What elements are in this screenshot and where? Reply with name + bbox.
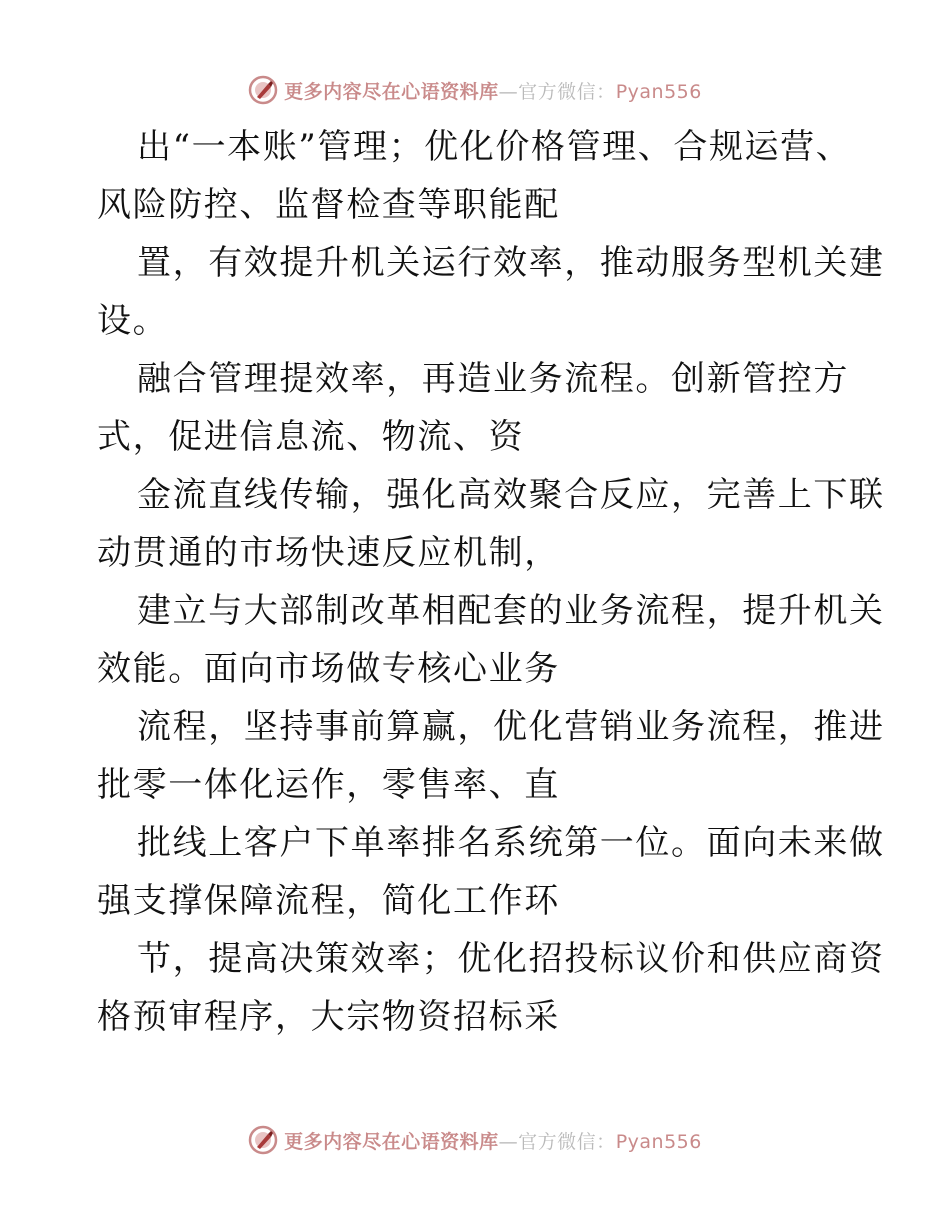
watermark-text: [284, 1127, 702, 1154]
text-line: 风险防控、监督检查等职能配: [97, 185, 560, 225]
text-line: 效能。面向市场做专核心业务: [97, 649, 560, 689]
text-line: 金流直线传输，强化高效聚合反应，完善上下联: [137, 475, 885, 515]
text-line: 置，有效提升机关运行效率，推动服务型机关建: [137, 243, 885, 283]
text-line: 融合管理提效率，再造业务流程。创新管控方: [137, 359, 849, 399]
watermark-group: [248, 1125, 702, 1155]
text-line: 强支撑保障流程，简化工作环: [97, 881, 560, 921]
text-line: 格预审程序，大宗物资招标采: [97, 997, 560, 1037]
text-line: 式，促进信息流、物流、资: [97, 417, 525, 457]
text-line: 设。: [97, 301, 169, 341]
header-watermark: [0, 70, 950, 110]
pen-logo-icon: [248, 75, 278, 105]
text-line: 动贯通的市场快速反应机制，: [97, 533, 560, 573]
watermark-brand: 更多内容尽在心语资料库: [284, 80, 499, 103]
text-line: 批线上客户下单率排名系统第一位。面向未来做: [137, 823, 885, 863]
text-line: 流程，坚持事前算赢，优化营销业务流程，推进: [137, 707, 885, 747]
watermark-brand: 更多内容尽在心语资料库: [284, 1130, 499, 1153]
footer-watermark: [0, 1120, 950, 1160]
text-line: 出“一本账”管理；优化价格管理、合规运营、: [137, 127, 852, 167]
watermark-wechat-id: Pyan556: [615, 80, 702, 103]
watermark-official-label: 官方微信：: [518, 1130, 616, 1153]
watermark-wechat-id: Pyan556: [615, 1130, 702, 1153]
watermark-separator: —: [498, 80, 519, 103]
text-line: 批零一体化运作，零售率、直: [97, 765, 560, 805]
watermark-group: [248, 75, 702, 105]
watermark-text: [284, 77, 702, 104]
pen-logo-icon: [248, 1125, 278, 1155]
text-line: 节，提高决策效率；优化招投标议价和供应商资: [137, 939, 885, 979]
watermark-separator: —: [498, 1130, 519, 1153]
text-line: 建立与大部制改革相配套的业务流程，提升机关: [137, 591, 885, 631]
watermark-official-label: 官方微信：: [518, 80, 616, 103]
